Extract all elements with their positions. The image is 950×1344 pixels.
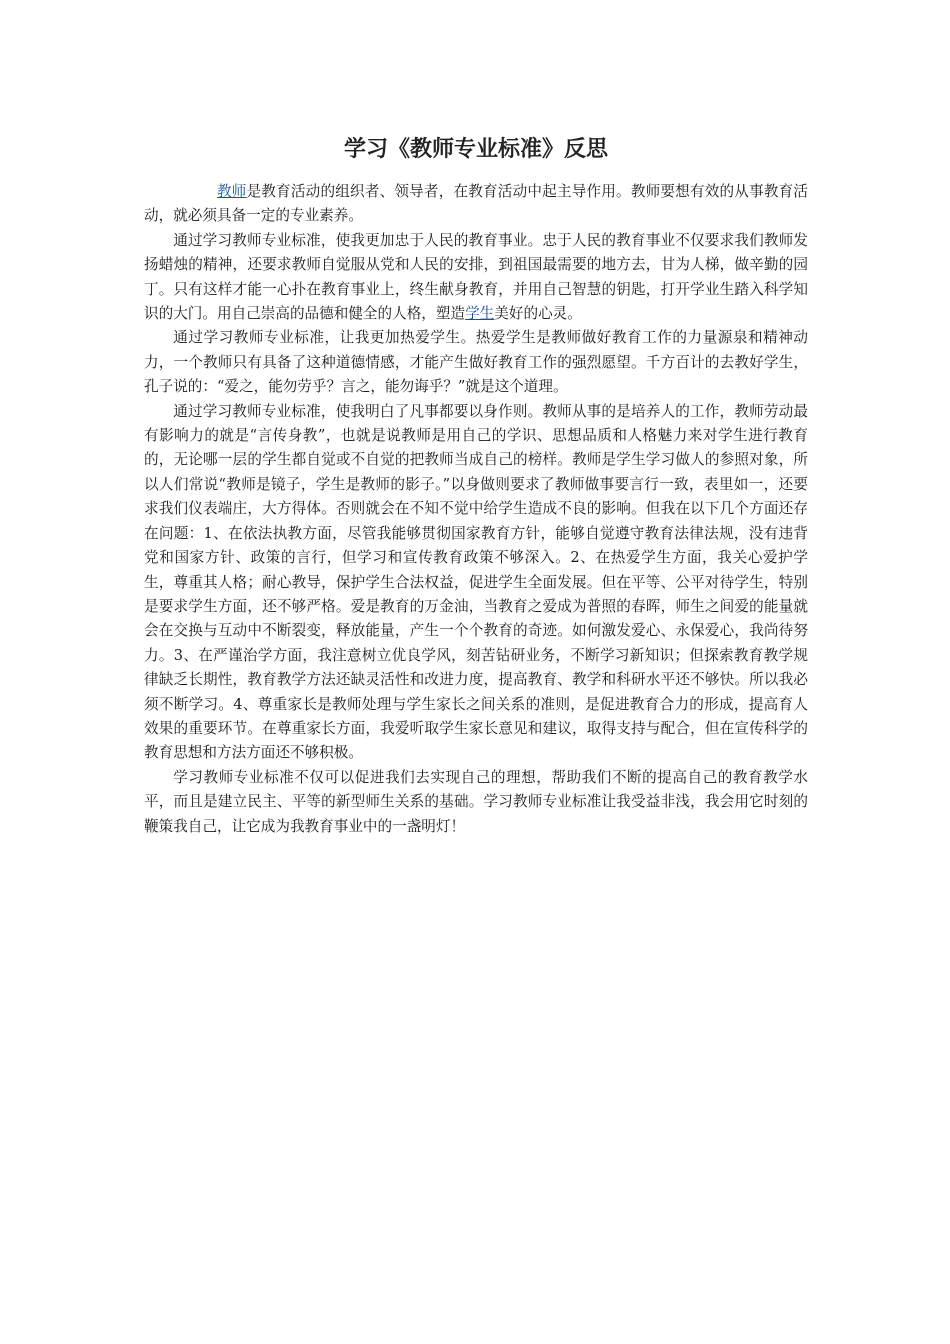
document-title: 学习《教师专业标准》反思 (343, 137, 608, 162)
paragraph-4: 通过学习教师专业标准，使我明白了凡事都要以身作则。教师从事的是培养人的工作，教师劳动最有影响力的就是“言传身教”，也就是说教师是用自己的学识、思想品质和人格魅力来对学生进行教育的，无论哪一层的学生都自觉或不自觉的把教师当成自己的榜样。教师是学生学习做人的参照对象，所以人们常说“教师是镜子，学生是教师的影子。”以身做则要求了教师做事要言行一致，表里如一，还要求我们仪表端庄，大方得体。否则就会在不知不觉中给学生造成不良的影响。但我在以下几个方面还存在问题：1、在依法执教方面，尽管我能够贯彻国家教育方针，能够自觉遵守教育法律法规，没有违背党和国家方针、政策的言行，但学习和宣传教育政策不够深入。2、在热爱学生方面，我关心爱护学生，尊重其人格；耐心教导，保护学生合法权益，促进学生全面发展。但在平等、公平对待学生，特别是要求学生方面，还不够严格。爱是教育的万金油，当教育之爱成为普照的春晖，师生之间爱的能量就会在交换与互动中不断裂变，释放能量，产生一个个教育的奇迹。如何激发爱心、永保爱心，我尚待努力。3、在严谨治学方面，我注意树立优良学风，刻苦钻研业务，不断学习新知识；但探索教育教学规律缺乏长期性，教育教学方法还缺灵活性和改进力度，提高教育、教学和科研水平还不够快。所以我必须不断学习。4、尊重家长是教师处理与学生家长之间关系的准则，是促进教育合力的形成，提高育人效果的重要环节。在尊重家长方面，我爱听取学生家长意见和建议，取得支持与配合，但在宣传科学的教育思想和方法方面还不够积极。 (144, 402, 808, 762)
paragraph-3: 通过学习教师专业标准，让我更加热爱学生。热爱学生是教师做好教育工作的力量源泉和精神动力，一个教师只有具备了这种道德情感，才能产生做好教育工作的强烈愿望。千方百计的去教好学生，孔子说的：“爱之，能勿劳乎？言之，能勿诲乎？”就是这个道理。 (144, 329, 808, 396)
paragraph-2 (144, 229, 808, 327)
document-page (144, 128, 808, 839)
link-teacher[interactable]: 教师 (217, 183, 247, 200)
paragraph-1 (144, 180, 808, 229)
paragraph-5: 学习教师专业标准不仅可以促进我们去实现自己的理想，帮助我们不断的提高自己的教育教学水平，而且是建立民主、平等的新型师生关系的基础。学习教师专业标准让我受益非浅，我会用它时刻的鞭策我自己，让它成为我教育事业中的一盏明灯！ (144, 768, 808, 835)
paragraph-1-text: 是教育活动的组织者、领导者，在教育活动中起主导作用。教师要想有效的从事教育活动，就必须具备一定的专业素养。 (144, 183, 808, 225)
link-student[interactable]: 学生 (465, 305, 495, 323)
paragraph-2-text-before: 通过学习教师专业标准，使我更加忠于人民的教育事业。忠于人民的教育事业不仅要求我们教师发扬蜡烛的精神，还要求教师自觉服从党和人民的安排，到祖国最需要的地方去，甘为人梯，做辛勤的园丁。只有这样才能一心扑在教育事业上，终生献身教育，并用自己智慧的钥匙，打开学业生踏入科学知识的大门。用自己崇高的品德和健全的人格，塑造 (144, 231, 808, 323)
paragraph-2-text-after: 美好的心灵。 (494, 305, 582, 323)
